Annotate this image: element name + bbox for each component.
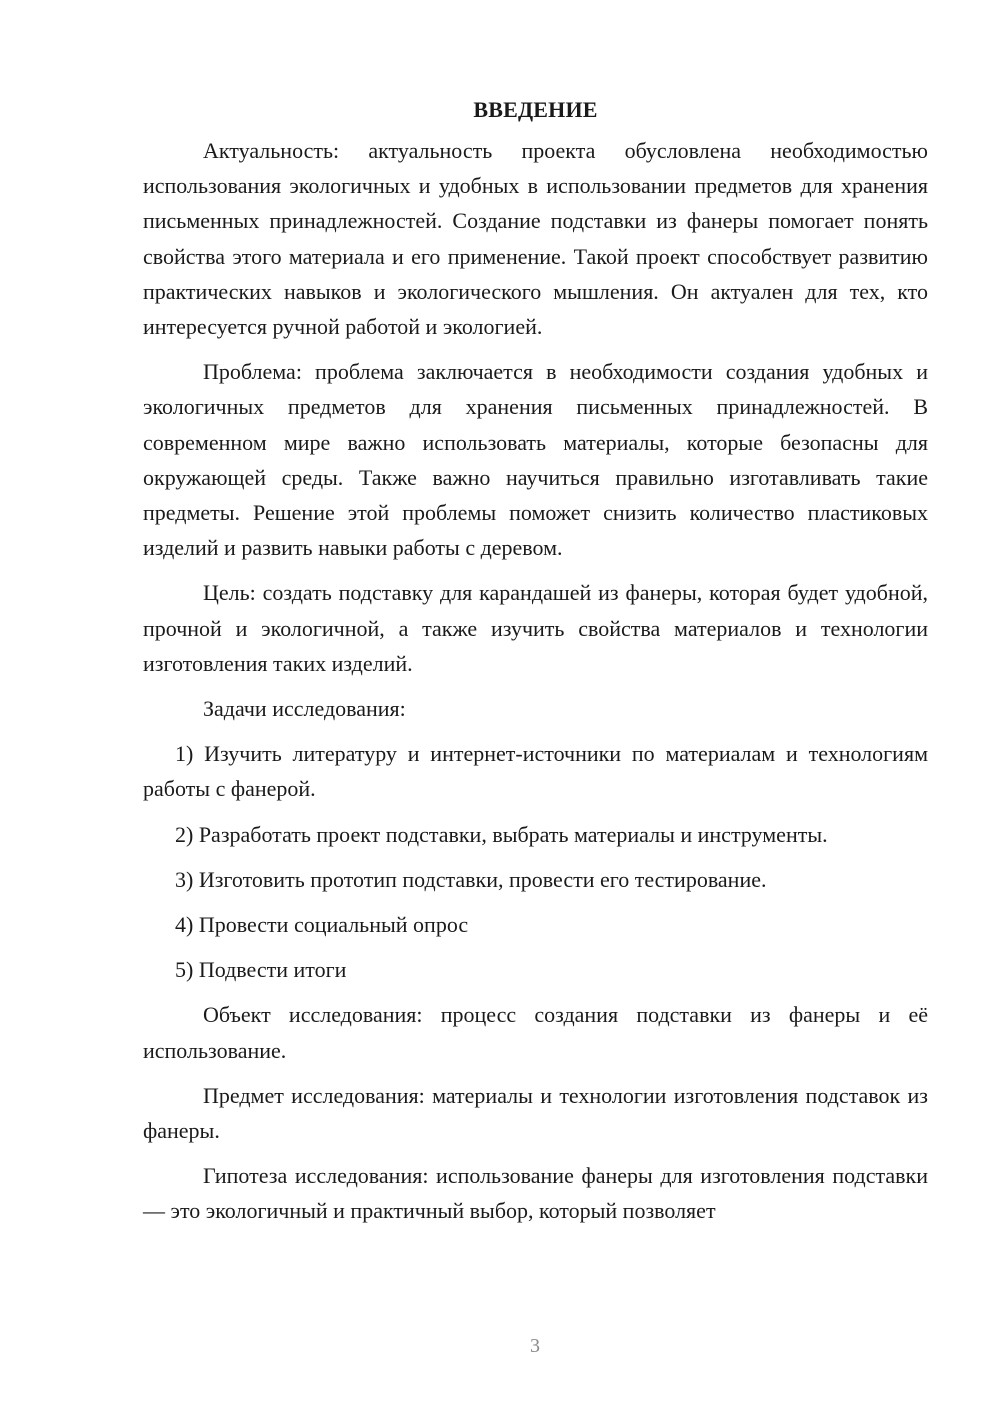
goal-paragraph: Цель: создать подставку для карандашей из фанеры, которая будет удобной, прочной и экологичной, а также изучить свойства материалов и технологии изготовления таких изделий. <box>143 580 928 676</box>
task-item-2: 2) Разработать проект подставки, выбрать материалы и инструменты. <box>175 821 828 847</box>
page-body <box>143 92 928 1239</box>
task-item-1: 1) Изучить литературу и интернет-источники по материалам и технологиям работы с фанерой. <box>143 741 928 802</box>
section-heading: ВВЕДЕНИЕ <box>473 97 598 122</box>
subject-paragraph: Предмет исследования: материалы и технологии изготовления подставок из фанеры. <box>143 1082 928 1144</box>
task-item-5: 5) Подвести итоги <box>175 957 347 983</box>
tasks-heading: Задачи исследования: <box>203 696 406 722</box>
hypothesis-paragraph: Гипотеза исследования: использование фанеры для изготовления подставки — это экологичный и практичный выбор, который позволяет <box>143 1163 928 1224</box>
relevance-paragraph: Актуальность: актуальность проекта обусловлена необходимостью использования экологичных и удобных в использовании предметов для хранения письменных принадлежностей. Создание подставки из фанеры помогает понять свойства этого материала и его применение. Такой проект способствует развитию практических навыков и экологического мышления. Он актуален для тех, кто интересуется ручной работой и экологией. <box>143 138 928 340</box>
page-number: 3 <box>530 1335 540 1357</box>
problem-paragraph: Проблема: проблема заключается в необходимости создания удобных и экологичных предметов для хранения письменных принадлежностей. В современном мире важно использовать материалы, которые безопасны для окружающей среды. Также важно научиться правильно изготавливать такие предметы. Решение этой проблемы поможет снизить количество пластиковых изделий и развить навыки работы с деревом. <box>143 359 928 561</box>
task-item-3: 3) Изготовить прототип подставки, провести его тестирование. <box>175 866 767 892</box>
task-item-4: 4) Провести социальный опрос <box>175 912 469 938</box>
object-paragraph: Объект исследования: процесс создания подставки из фанеры и её использование. <box>143 1002 928 1063</box>
